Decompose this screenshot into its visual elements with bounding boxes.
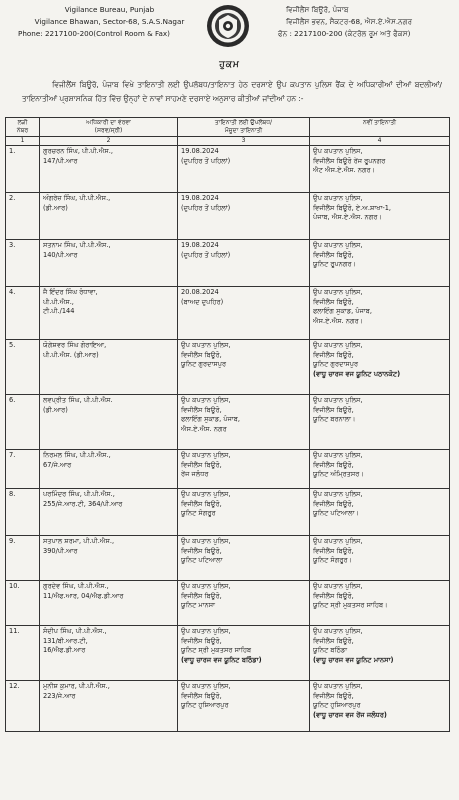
serial-cell: 2. (6, 193, 40, 240)
cell-line: ਉਪ ਕਪਤਾਨ ਪੁਲਿਸ, (313, 490, 363, 498)
cell-line: 11/ਐਫ.ਆਰ, 04/ਐਫ.ਡੀ.ਆਰ (43, 591, 124, 600)
cell-line: ਉਪ ਕਪਤਾਨ ਪੁਲਿਸ, (181, 627, 231, 635)
cell-line: ਉਪ ਕਪਤਾਨ ਪੁਲਿਸ, (313, 537, 363, 545)
officer-cell (40, 489, 178, 536)
cell-line: ਨਿਰਮਲ ਸਿੰਘ, ਪੀ.ਪੀ.ਐਸ., (43, 451, 111, 459)
cell-line: ਉਪ ਕਪਤਾਨ ਪੁਲਿਸ, (313, 147, 363, 155)
serial-cell: 8. (6, 489, 40, 536)
current-posting-cell (178, 450, 310, 489)
cell-line: ਉਪ ਕਪਤਾਨ ਪੁਲਿਸ, (313, 341, 363, 349)
new-posting-cell (310, 626, 450, 681)
cell-line: ਯੂਨਿਟ ਹੁਸ਼ਿਆਰਪੁਰ (181, 701, 229, 710)
cell-line: ਉਪ ਕਪਤਾਨ ਪੁਲਿਸ, (313, 682, 363, 690)
current-posting-cell (178, 581, 310, 626)
cell-line: ਐਟ ਐਸ.ਏ.ਐਸ. ਨਗਰ। (313, 166, 376, 175)
cell-line: ਸਤਨਾਮ ਸਿੰਘ, ਪੀ.ਪੀ.ਐਸ., (43, 241, 111, 249)
cell-line: ਯੂਨਿਟ ਬਰਨਾਲਾ। (313, 415, 356, 424)
cell-line: (ਦੁਪਹਿਰ ਤੋਂ ਪਹਿਲਾਂ) (181, 203, 231, 212)
header-english (18, 4, 197, 40)
current-posting-cell (178, 626, 310, 681)
cell-line: ਵਿਜੀਲੈਂਸ ਬਿਊਰੋ, (181, 591, 222, 600)
cell-line: 67/ਜੇ.ਆਰ (43, 460, 72, 469)
new-posting-cell (310, 395, 450, 450)
cell-line: ਸਤਪਾਲ ਸ਼ਰਮਾ, ਪੀ.ਪੀ.ਐਸ., (43, 537, 115, 545)
table-number-row (6, 137, 450, 146)
cell-line: ਵਿਜੀਲੈਂਸ ਬਿਊਰੋ, (313, 691, 354, 700)
cell-line: 140/ਪੀ.ਆਰ (43, 250, 78, 259)
cell-line: ਉਪ ਕਪਤਾਨ ਪੁਲਿਸ, (313, 451, 363, 459)
serial-cell: 5. (6, 340, 40, 395)
header-new-posting: ਨਵੀਂ ਤਾਇਨਾਤੀ (310, 118, 450, 137)
cell-line: ਵਿਜੀਲੈਂਸ ਬਿਊਰੋ, (313, 460, 354, 469)
cell-line: 20.08.2024 (181, 288, 219, 296)
cell-line: ਮੁਨੀਸ਼ ਕੁਮਾਰ, ਪੀ.ਪੀ.ਐਸ., (43, 682, 110, 690)
cell-line: ਯੂਨਿਟ ਸ੍ਰੀ ਮੁਕਤਸਰ ਸਾਹਿਬ। (313, 601, 388, 610)
cell-line: ਪੀ.ਪੀ.ਐਸ. (ਡੀ.ਆਰ) (43, 350, 99, 359)
cell-line: ਗੁਰਦੇਵ ਸਿੰਘ, ਪੀ.ਪੀ.ਐਸ., (43, 582, 109, 590)
current-posting-cell (178, 681, 310, 732)
column-number: 3 (178, 137, 310, 146)
cell-line: 19.08.2024 (181, 194, 219, 202)
table-row (6, 193, 450, 240)
table-header-row (6, 118, 450, 137)
current-posting-cell (178, 240, 310, 287)
table-row (6, 450, 450, 489)
table-row (6, 681, 450, 732)
serial-cell: 7. (6, 450, 40, 489)
cell-line: ਜੈ ਇੰਦਰ ਸਿੰਘ ਰੰਧਾਵਾ, (43, 288, 98, 296)
cell-line: ਉਪ ਕਪਤਾਨ ਪੁਲਿਸ, (181, 396, 231, 404)
current-posting-cell (178, 395, 310, 450)
cell-line: ਟੀ.ਪੀ./144 (43, 307, 75, 316)
cell-line: ਉਪ ਕਪਤਾਨ ਪੁਲਿਸ, (313, 627, 363, 635)
table-row (6, 581, 450, 626)
cell-line: ਅੰਗਰੇਜ਼ ਸਿੰਘ, ਪੀ.ਪੀ.ਐਸ., (43, 194, 111, 202)
table-row (6, 536, 450, 581)
new-posting-cell (310, 450, 450, 489)
additional-charge-note: (ਵਾਧੂ ਚਾਰਜ ਵਜ ਯੂਨਿਟ ਪਠਾਨਕੋਟ) (313, 369, 401, 378)
cell-line: ਪੀ.ਪੀ.ਐਸ., (43, 297, 74, 306)
table-row (6, 340, 450, 395)
cell-line: ਵਿਜੀਲੈਂਸ ਬਿਊਰੋ, (313, 350, 354, 359)
additional-charge-note: (ਵਾਧੂ ਚਾਰਜ ਵਜ ਯੂਨਿਟ ਮਾਨਸਾ) (313, 655, 394, 664)
order-intro: ਵਿਜੀਲੈਂਸ ਬਿਊਰੋ, ਪੰਜਾਬ ਵਿਖੇ ਤਾਇਨਾਤੀ ਲਈ ਉਪਲੱਬਧ/ਤਾਇਨਾਤ ਹੇਠ ਦਰਸਾਏ ਉਪ ਕਪਤਾਨ ਪੁਲਿਸ ਰੈਂਕ ਦੇ ਅਧਿਕਾਰੀਆਂ ਦੀਆਂ ਬਦਲੀਆਂ/ਤਾਇਨਾਤੀਆਂ ਪ੍ਰਸ਼ਾਸਨਿਕ ਹਿੱਤ ਵਿੱਚ ਉਨ੍ਹਾਂ ਦੇ ਨਾਵਾਂ ਸਾਹਮਣੇ ਦਰਸਾਏ ਅਨੁਸਾਰ ਕੀਤੀਆਂ ਜਾਂਦੀਆਂ ਹਨ :- (22, 80, 442, 103)
cell-line: (ਡੀ.ਆਰ) (43, 203, 68, 212)
cell-line: ਯੂਨਿਟ ਪਟਿਆਲਾ। (313, 509, 359, 518)
cell-line: 147/ਪੀ.ਆਰ (43, 156, 78, 165)
cell-line: ਐਸ.ਏ.ਐਸ. ਨਗਰ। (313, 316, 364, 325)
cell-line: 223/ਜੇ.ਆਰ (43, 691, 76, 700)
header-english-phone: Phone: 2217100-200(Control Room & Fax) (18, 29, 170, 38)
cell-line: ਵਿਜੀਲੈਂਸ ਬਿਊਰੋ, (313, 591, 354, 600)
new-posting-cell (310, 193, 450, 240)
column-number: 2 (40, 137, 178, 146)
cell-line: ਵਿਜੀਲੈਂਸ ਬਿਊਰੋ, (181, 636, 222, 645)
cell-line: ਯੂਨਿਟ ਗੁਰਦਾਸਪੁਰ (313, 360, 359, 369)
cell-line: ਯੂਨਿਟ ਅੰਮ੍ਰਿਤਸਰ। (313, 470, 364, 479)
column-number: 4 (310, 137, 450, 146)
officer-cell (40, 536, 178, 581)
officer-cell (40, 581, 178, 626)
serial-cell: 1. (6, 146, 40, 193)
cell-line: ਯੋਗੇਸ਼ਵਰ ਸਿੰਘ ਗੋਰਾਇਆ, (43, 341, 107, 349)
header-current-posting: ਤਾਇਨਾਤੀ ਲਈ ਉਪਲੱਬਧ/ ਮੌਜੂਦਾ ਤਾਇਨਾਤੀ (178, 118, 310, 137)
cell-line: ਯੂਨਿਟ ਹੁਸ਼ਿਆਰਪੁਰ (313, 701, 361, 710)
current-posting-cell (178, 489, 310, 536)
cell-line: 19.08.2024 (181, 147, 219, 155)
cell-line: ਉਪ ਕਪਤਾਨ ਪੁਲਿਸ, (313, 582, 363, 590)
table-row (6, 489, 450, 536)
cell-line: ਐਸ.ਏ.ਐਸ. ਨਗਰ (181, 424, 227, 433)
cell-line: (ਦੁਪਹਿਰ ਤੋਂ ਪਹਿਲਾਂ) (181, 250, 231, 259)
officer-cell (40, 193, 178, 240)
header-english-line: Vigilance Bureau, Punjab (64, 5, 155, 14)
cell-line: 131/ਬੀ.ਆਰ.ਟੀ, (43, 636, 88, 645)
cell-line: ਰੇਂਜ ਜਲੰਧਰ (181, 470, 209, 479)
table-row (6, 146, 450, 193)
table-row (6, 287, 450, 340)
cell-line: ਪਰਮਿੰਦਰ ਸਿੰਘ, ਪੀ.ਪੀ.ਐਸ., (43, 490, 115, 498)
new-posting-cell (310, 581, 450, 626)
cell-line: (ਦੁਪਹਿਰ ਤੋਂ ਪਹਿਲਾਂ) (181, 156, 231, 165)
cell-line: ਵਿਜੀਲੈਂਸ ਬਿਊਰੋ, (313, 405, 354, 414)
cell-line: ਯੂਨਿਟ ਬਠਿੰਡਾ (313, 646, 348, 655)
new-posting-cell (310, 240, 450, 287)
table-row (6, 626, 450, 681)
serial-cell: 10. (6, 581, 40, 626)
cell-line: ਉਪ ਕਪਤਾਨ ਪੁਲਿਸ, (313, 241, 363, 249)
current-posting-cell (178, 536, 310, 581)
header-punjabi-line: ਵਿਜੀਲੈਂਸ ਬਿਊਰੋ, ਪੰਜਾਬ (286, 5, 349, 14)
cell-line: 16/ਐਫ.ਡੀ.ਆਰ (43, 646, 86, 655)
cell-line: ਉਪ ਕਪਤਾਨ ਪੁਲਿਸ, (181, 490, 231, 498)
cell-line: ਲਵਪ੍ਰੀਤ ਸਿੰਘ, ਪੀ.ਪੀ.ਐਸ. (43, 396, 113, 404)
cell-line: ਵਿਜੀਲੈਂਸ ਬਿਊਰੋ, (181, 691, 222, 700)
cell-line: ਵਿਜੀਲੈਂਸ ਬਿਊਰੋ, (181, 350, 222, 359)
cell-line: ਉਪ ਕਪਤਾਨ ਪੁਲਿਸ, (313, 194, 363, 202)
serial-cell: 11. (6, 626, 40, 681)
header-punjabi-line: ਵਿਜੀਲੈਂਸ ਭਵਨ, ਸੈਕਟਰ-68, ਐਸ.ਏ.ਐਸ.ਨਗਰ (286, 17, 413, 26)
officer-cell (40, 340, 178, 395)
officer-cell (40, 240, 178, 287)
cell-line: ਉਪ ਕਪਤਾਨ ਪੁਲਿਸ, (313, 288, 363, 296)
current-posting-cell (178, 287, 310, 340)
cell-line: ਵਿਜੀਲੈਂਸ ਬਿਊਰੋ, ਏ.ਅ.ਸ਼ਾਖਾ-1, (313, 203, 392, 212)
order-title: ਹੁਕਮ (219, 60, 240, 70)
cell-line: 390/ਪੀ.ਆਰ (43, 546, 78, 555)
cell-line: ਵਿਜੀਲੈਂਸ ਬਿਊਰੋ, (181, 499, 222, 508)
cell-line: ਫਲਾਇੰਗ ਸੁਕਾਡ, ਪੰਜਾਬ, (313, 307, 372, 316)
table-row (6, 240, 450, 287)
cell-line: ਵਿਜੀਲੈਂਸ ਬਿਊਰੋ, (181, 460, 222, 469)
cell-line: ਵਿਜੀਲੈਂਸ ਬਿਊਰੋ, (313, 546, 354, 555)
cell-line: ਯੂਨਿਟ ਪਟਿਆਲਾ (181, 556, 223, 565)
serial-cell: 3. (6, 240, 40, 287)
header-officer: ਅਧਿਕਾਰੀ ਦਾ ਵੇਰਵਾ (ਸਰਵ/ਸ੍ਰੀ) (40, 118, 178, 137)
cell-line: ਪੰਜਾਬ, ਐਸ.ਏ.ਐਸ. ਨਗਰ। (313, 213, 382, 222)
cell-line: ਯੂਨਿਟ ਸੰਗਰੂਰ। (313, 556, 353, 565)
cell-line: ਵਿਜੀਲੈਂਸ ਬਿਊਰੋ, (313, 636, 354, 645)
cell-line: ਯੂਨਿਟ ਰੂਪਨਗਰ। (313, 260, 356, 269)
table-row (6, 395, 450, 450)
cell-line: ਯੂਨਿਟ ਗੁਰਦਾਸਪੁਰ (181, 360, 227, 369)
cell-line: ਉਪ ਕਪਤਾਨ ਪੁਲਿਸ, (181, 451, 231, 459)
current-posting-cell (178, 193, 310, 240)
officer-cell (40, 146, 178, 193)
cell-line: ਉਪ ਕਪਤਾਨ ਪੁਲਿਸ, (313, 396, 363, 404)
new-posting-cell (310, 146, 450, 193)
cell-line: ਯੂਨਿਟ ਸੰਗਰੂਰ (181, 509, 216, 518)
header-punjabi-phone: ਫੋਨ : 2217100-200 (ਕੰਟਰੋਲ ਰੂਮ ਅਤੇ ਫੈਕਸ) (278, 29, 411, 38)
cell-line: (ਡੀ.ਆਰ) (43, 405, 68, 414)
officer-cell (40, 287, 178, 340)
header-english-line: Vigilance Bhawan, Sector-68, S.A.S.Nagar (34, 17, 185, 26)
new-posting-cell (310, 287, 450, 340)
officer-cell (40, 395, 178, 450)
officer-cell (40, 626, 178, 681)
cell-line: ਯੂਨਿਟ ਮਾਨਸਾ (181, 601, 216, 610)
serial-cell: 6. (6, 395, 40, 450)
serial-cell: 12. (6, 681, 40, 732)
vigilance-emblem-icon (206, 4, 250, 48)
cell-line: ਵਿਜੀਲੈਂਸ ਬਿਊਰੋ, (181, 405, 222, 414)
cell-line: ਸੰਦੀਪ ਸਿੰਘ, ਪੀ.ਪੀ.ਐਸ., (43, 627, 107, 635)
cell-line: ਫਲਾਇੰਗ ਸੁਕਾਡ, ਪੰਜਾਬ, (181, 415, 240, 424)
cell-line: ਉਪ ਕਪਤਾਨ ਪੁਲਿਸ, (181, 582, 231, 590)
cell-line: (ਵਾਧੂ ਚਾਰਜ ਵਜ ਯੂਨਿਟ ਬਠਿੰਡਾ) (181, 655, 262, 664)
current-posting-cell (178, 340, 310, 395)
cell-line: ਵਿਜੀਲੈਂਸ ਬਿਊਰੋ ਰੇਂਜ ਰੂਪਨਗਰ (313, 156, 386, 165)
cell-line: 19.08.2024 (181, 241, 219, 249)
header-serial: ਲੜੀ ਨੰਬਰ (6, 118, 40, 137)
header-punjabi (278, 4, 453, 40)
cell-line: ਉਪ ਕਪਤਾਨ ਪੁਲਿਸ, (181, 341, 231, 349)
officer-cell (40, 450, 178, 489)
cell-line: ਉਪ ਕਪਤਾਨ ਪੁਲਿਸ, (181, 682, 231, 690)
current-posting-cell (178, 146, 310, 193)
cell-line: ਉਪ ਕਪਤਾਨ ਪੁਲਿਸ, (181, 537, 231, 545)
additional-charge-note: (ਵਾਧੂ ਚਾਰਜ ਵਜ ਰੇਂਜ ਜਲੰਧਰ) (313, 710, 387, 719)
serial-cell: 4. (6, 287, 40, 340)
cell-line: ਵਿਜੀਲੈਂਸ ਬਿਊਰੋ, (313, 250, 354, 259)
cell-line: ਯੂਨਿਟ ਸ੍ਰੀ ਮੁਕਤਸਰ ਸਾਹਿਬ (181, 646, 252, 655)
transfer-table (5, 117, 450, 732)
cell-line: ਵਿਜੀਲੈਂਸ ਬਿਊਰੋ, (313, 499, 354, 508)
cell-line: ਗੁਰਚਰਨ ਸਿੰਘ, ਪੀ.ਪੀ.ਐਸ., (43, 147, 113, 155)
column-number: 1 (6, 137, 40, 146)
officer-cell (40, 681, 178, 732)
cell-line: ਵਿਜੀਲੈਂਸ ਬਿਊਰੋ, (313, 297, 354, 306)
new-posting-cell (310, 681, 450, 732)
cell-line: ਵਿਜੀਲੈਂਸ ਬਿਊਰੋ, (181, 546, 222, 555)
new-posting-cell (310, 340, 450, 395)
new-posting-cell (310, 536, 450, 581)
new-posting-cell (310, 489, 450, 536)
cell-line: 255/ਜੇ.ਆਰ.ਟੀ, 364/ਪੀ.ਆਰ (43, 499, 123, 508)
serial-cell: 9. (6, 536, 40, 581)
cell-line: (ਬਾਅਦ ਦੁਪਹਿਰ) (181, 297, 224, 306)
